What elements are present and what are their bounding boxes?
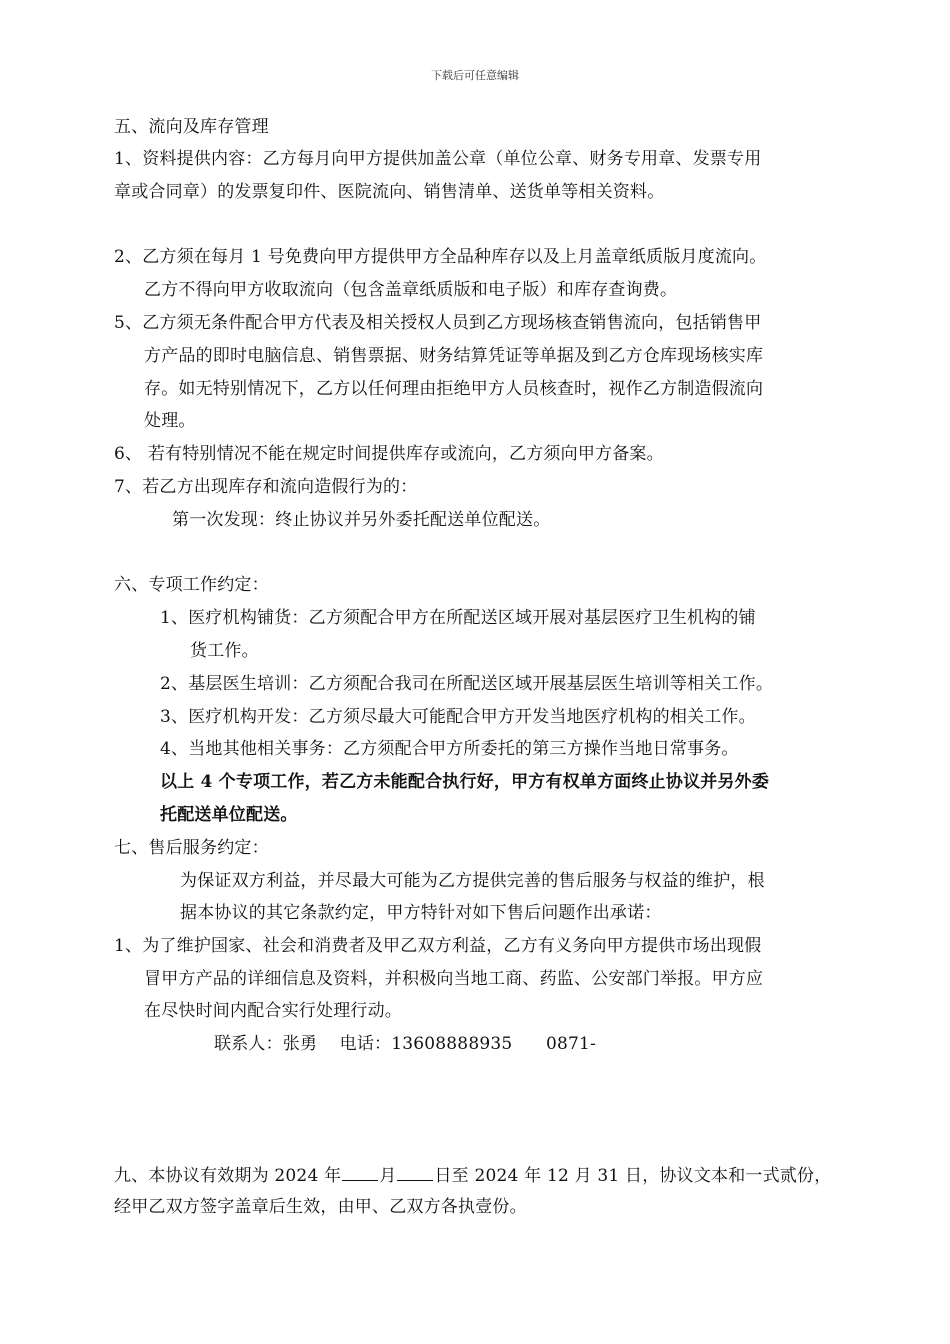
section-6-item-3: 3、医疗机构开发：乙方须尽最大可能配合甲方开发当地医疗机构的相关工作。 [160, 707, 756, 727]
section-5-item-2-line-2: 乙方不得向甲方收取流向（包含盖章纸质版和电子版）和库存查询费。 [144, 280, 678, 300]
section-7-item-1-line-2: 冒甲方产品的详细信息及资料，并积极向当地工商、药监、公安部门举报。甲方应 [144, 969, 764, 989]
section-5-item-5-line-1: 5、乙方须无条件配合甲方代表及相关授权人员到乙方现场核查销售流向，包括销售甲 [114, 313, 762, 333]
section-5-item-7-sub: 第一次发现：终止协议并另外委托配送单位配送。 [172, 510, 551, 530]
section-7-item-1-line-3: 在尽快时间内配合实行处理行动。 [144, 1001, 402, 1021]
section-6-note-line-1: 以上 4 个专项工作，若乙方未能配合执行好，甲方有权单方面终止协议并另外委 [160, 772, 770, 792]
month-blank [342, 1163, 378, 1181]
section-5-title: 五、流向及库存管理 [114, 117, 269, 137]
section-9-text-month: 月 [379, 1166, 397, 1186]
section-5-item-7: 7、若乙方出现库存和流向造假行为的： [114, 477, 418, 497]
section-5-item-1-line-2: 章或合同章）的发票复印件、医院流向、销售清单、送货单等相关资料。 [114, 182, 665, 202]
section-7-intro-line-1: 为保证双方利益，并尽最大可能为乙方提供完善的售后服务与权益的维护，根 [180, 871, 765, 891]
section-9-text-year: 九、本协议有效期为 2024 年 [114, 1166, 342, 1186]
section-7-title: 七、售后服务约定： [114, 838, 269, 858]
section-6-item-2: 2、基层医生培训：乙方须配合我司在所配送区域开展基层医生培训等相关工作。 [160, 674, 774, 694]
section-9-line-2: 经甲乙双方签字盖章后生效，由甲、乙双方各执壹份。 [114, 1197, 527, 1217]
section-9-line-1 [114, 1163, 831, 1187]
section-6-item-1-line-1: 1、医疗机构铺货：乙方须配合甲方在所配送区域开展对基层医疗卫生机构的铺 [160, 608, 756, 628]
section-5-item-6: 6、 若有特别情况不能在规定时间提供库存或流向，乙方须向甲方备案。 [114, 444, 664, 464]
section-9-text-rest: 日至 2024 年 12 月 31 日，协议文本和一式贰份， [434, 1166, 832, 1186]
section-5-item-5-line-2: 方产品的即时电脑信息、销售票据、财务结算凭证等单据及到乙方仓库现场核实库 [144, 346, 764, 366]
section-6-note-line-2: 托配送单位配送。 [160, 805, 298, 825]
section-5-item-1-line-1: 1、资料提供内容：乙方每月向甲方提供加盖公章（单位公章、财务专用章、发票专用 [114, 149, 762, 169]
section-7-item-1-line-1: 1、为了维护国家、社会和消费者及甲乙双方利益，乙方有义务向甲方提供市场出现假 [114, 936, 762, 956]
section-5-item-5-line-3: 存。如无特别情况下，乙方以任何理由拒绝甲方人员核查时，视作乙方制造假流向 [144, 379, 764, 399]
page-header: 下载后可任意编辑 [431, 69, 519, 82]
section-6-title: 六、专项工作约定： [114, 575, 269, 595]
section-7-intro-line-2: 据本协议的其它条款约定，甲方特针对如下售后问题作出承诺： [180, 903, 662, 923]
section-6-item-4: 4、当地其他相关事务：乙方须配合甲方所委托的第三方操作当地日常事务。 [160, 739, 739, 759]
section-6-item-1-line-2: 货工作。 [190, 641, 259, 661]
section-5-item-5-line-4: 处理。 [144, 411, 196, 431]
section-5-item-2-line-1: 2、乙方须在每月 1 号免费向甲方提供甲方全品种库存以及上月盖章纸质版月度流向。 [114, 247, 767, 267]
day-blank [397, 1163, 433, 1181]
section-7-contact: 联系人：张勇 电话：13608888935 0871- [214, 1034, 597, 1054]
